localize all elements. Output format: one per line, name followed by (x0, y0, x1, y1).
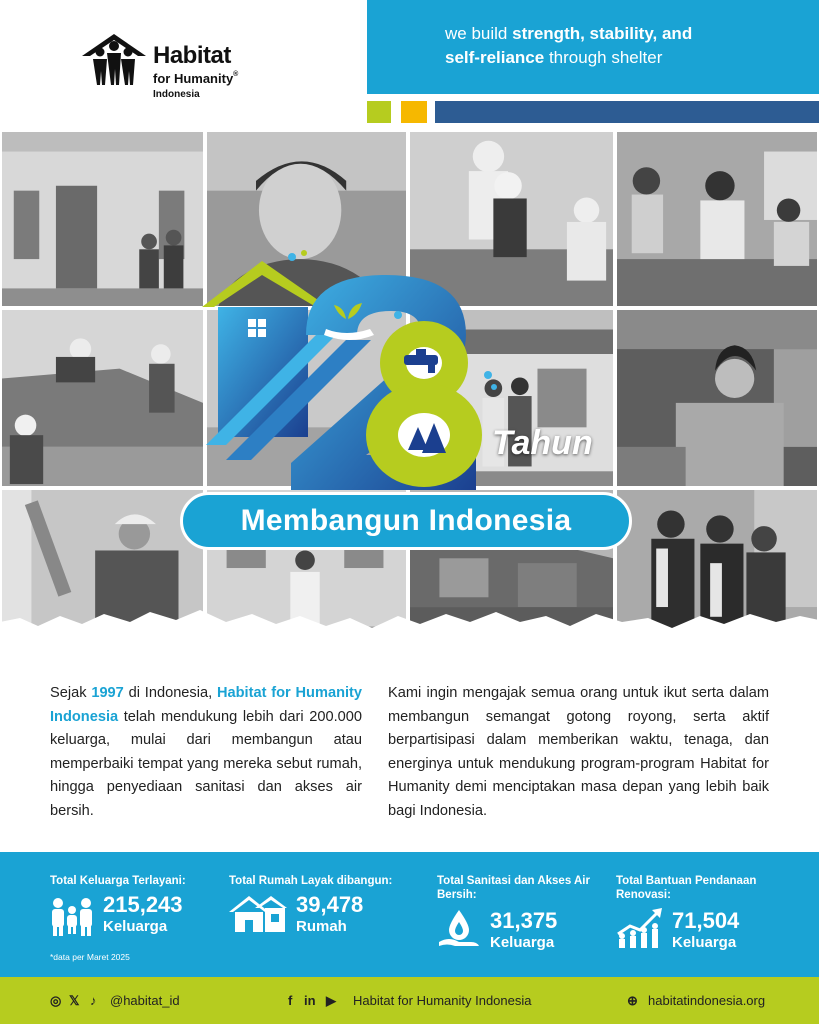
habitat-house-people-icon (80, 32, 148, 88)
growth-people-icon (616, 906, 664, 948)
stat-houses-value: 39,478 (296, 892, 364, 917)
page-name[interactable]: Habitat for Humanity Indonesia (353, 993, 532, 1008)
stat-sanitation-value: 31,375 (490, 908, 558, 933)
stat-families-unit: Keluarga (103, 918, 168, 935)
globe-icon[interactable]: ⊕ (627, 993, 638, 1008)
tiktok-icon[interactable]: ♪ (90, 993, 97, 1008)
brand-sub: for Humanity® (153, 71, 239, 86)
stat-houses-label: Total Rumah Layak dibangun: (229, 875, 393, 887)
stat-families-label: Total Keluarga Terlayani: (50, 875, 186, 887)
youtube-icon[interactable]: ▶ (326, 993, 336, 1008)
tagline: we build strength, stability, and self-reliance through shelter (445, 24, 693, 67)
brand-name: Habitat (153, 42, 231, 69)
stat-houses-unit: Rumah (296, 918, 347, 935)
water-hand-icon (437, 908, 481, 950)
social-handle[interactable]: @habitat_id (110, 993, 180, 1008)
photo-house-couple (0, 130, 205, 308)
houses-icon (229, 892, 287, 934)
intro-paragraph: Sejak 1997 di Indonesia, Habitat for Humanity Indonesia telah mendukung lebih dari 200.000 keluarga, mulai dari membangun atau memperbaiki tempat yang mereka sebut rumah, hingga penyediaan sanitasi dan akses air bersih. (50, 685, 363, 819)
x-icon[interactable]: 𝕏 (69, 993, 80, 1008)
tagline-banner (367, 0, 819, 94)
torn-paper-edge (0, 600, 819, 660)
photo-roof-workers (0, 308, 205, 488)
facebook-icon[interactable]: f (288, 993, 293, 1008)
tahun-label: Tahun (492, 424, 593, 462)
headline-pill (180, 492, 632, 550)
data-note: *data per Maret 2025 (50, 952, 130, 962)
headline: Membangun Indonesia (240, 504, 572, 537)
brand-country: Indonesia (153, 89, 200, 100)
stat-renovation-value: 71,504 (672, 908, 740, 933)
photo-woman-shop (615, 308, 819, 488)
photo-children-class (615, 130, 819, 308)
habitat-logo (80, 28, 280, 108)
stat-renovation-label: Total Bantuan Pendanaan Renovasi: (616, 875, 757, 901)
stat-families-value: 215,243 (103, 892, 183, 917)
navy-bar (435, 101, 819, 123)
lime-square (367, 101, 391, 123)
instagram-icon[interactable]: ◎ (50, 993, 62, 1008)
stat-renovation-unit: Keluarga (672, 934, 737, 951)
stats-band (0, 852, 819, 977)
invitation-paragraph: Kami ingin mengajak semua orang untuk ikut serta dalam membangun semangat gotong royong, serta aktif berpartisipasi dalam memberikan waktu, tenaga, dan energinya untuk mendukung program-program Habitat for Humanity demi menciptakan masa depan yang lebih baik bagi Indonesia. (388, 685, 769, 819)
linkedin-icon[interactable]: in (304, 993, 316, 1008)
stat-sanitation-unit: Keluarga (490, 934, 555, 951)
family-icon (50, 896, 94, 936)
footer (0, 977, 819, 1024)
website-link[interactable]: habitatindonesia.org (648, 993, 766, 1008)
yellow-square (401, 101, 427, 123)
stat-sanitation-label: Total Sanitasi dan Akses Air Bersih: (437, 875, 590, 901)
